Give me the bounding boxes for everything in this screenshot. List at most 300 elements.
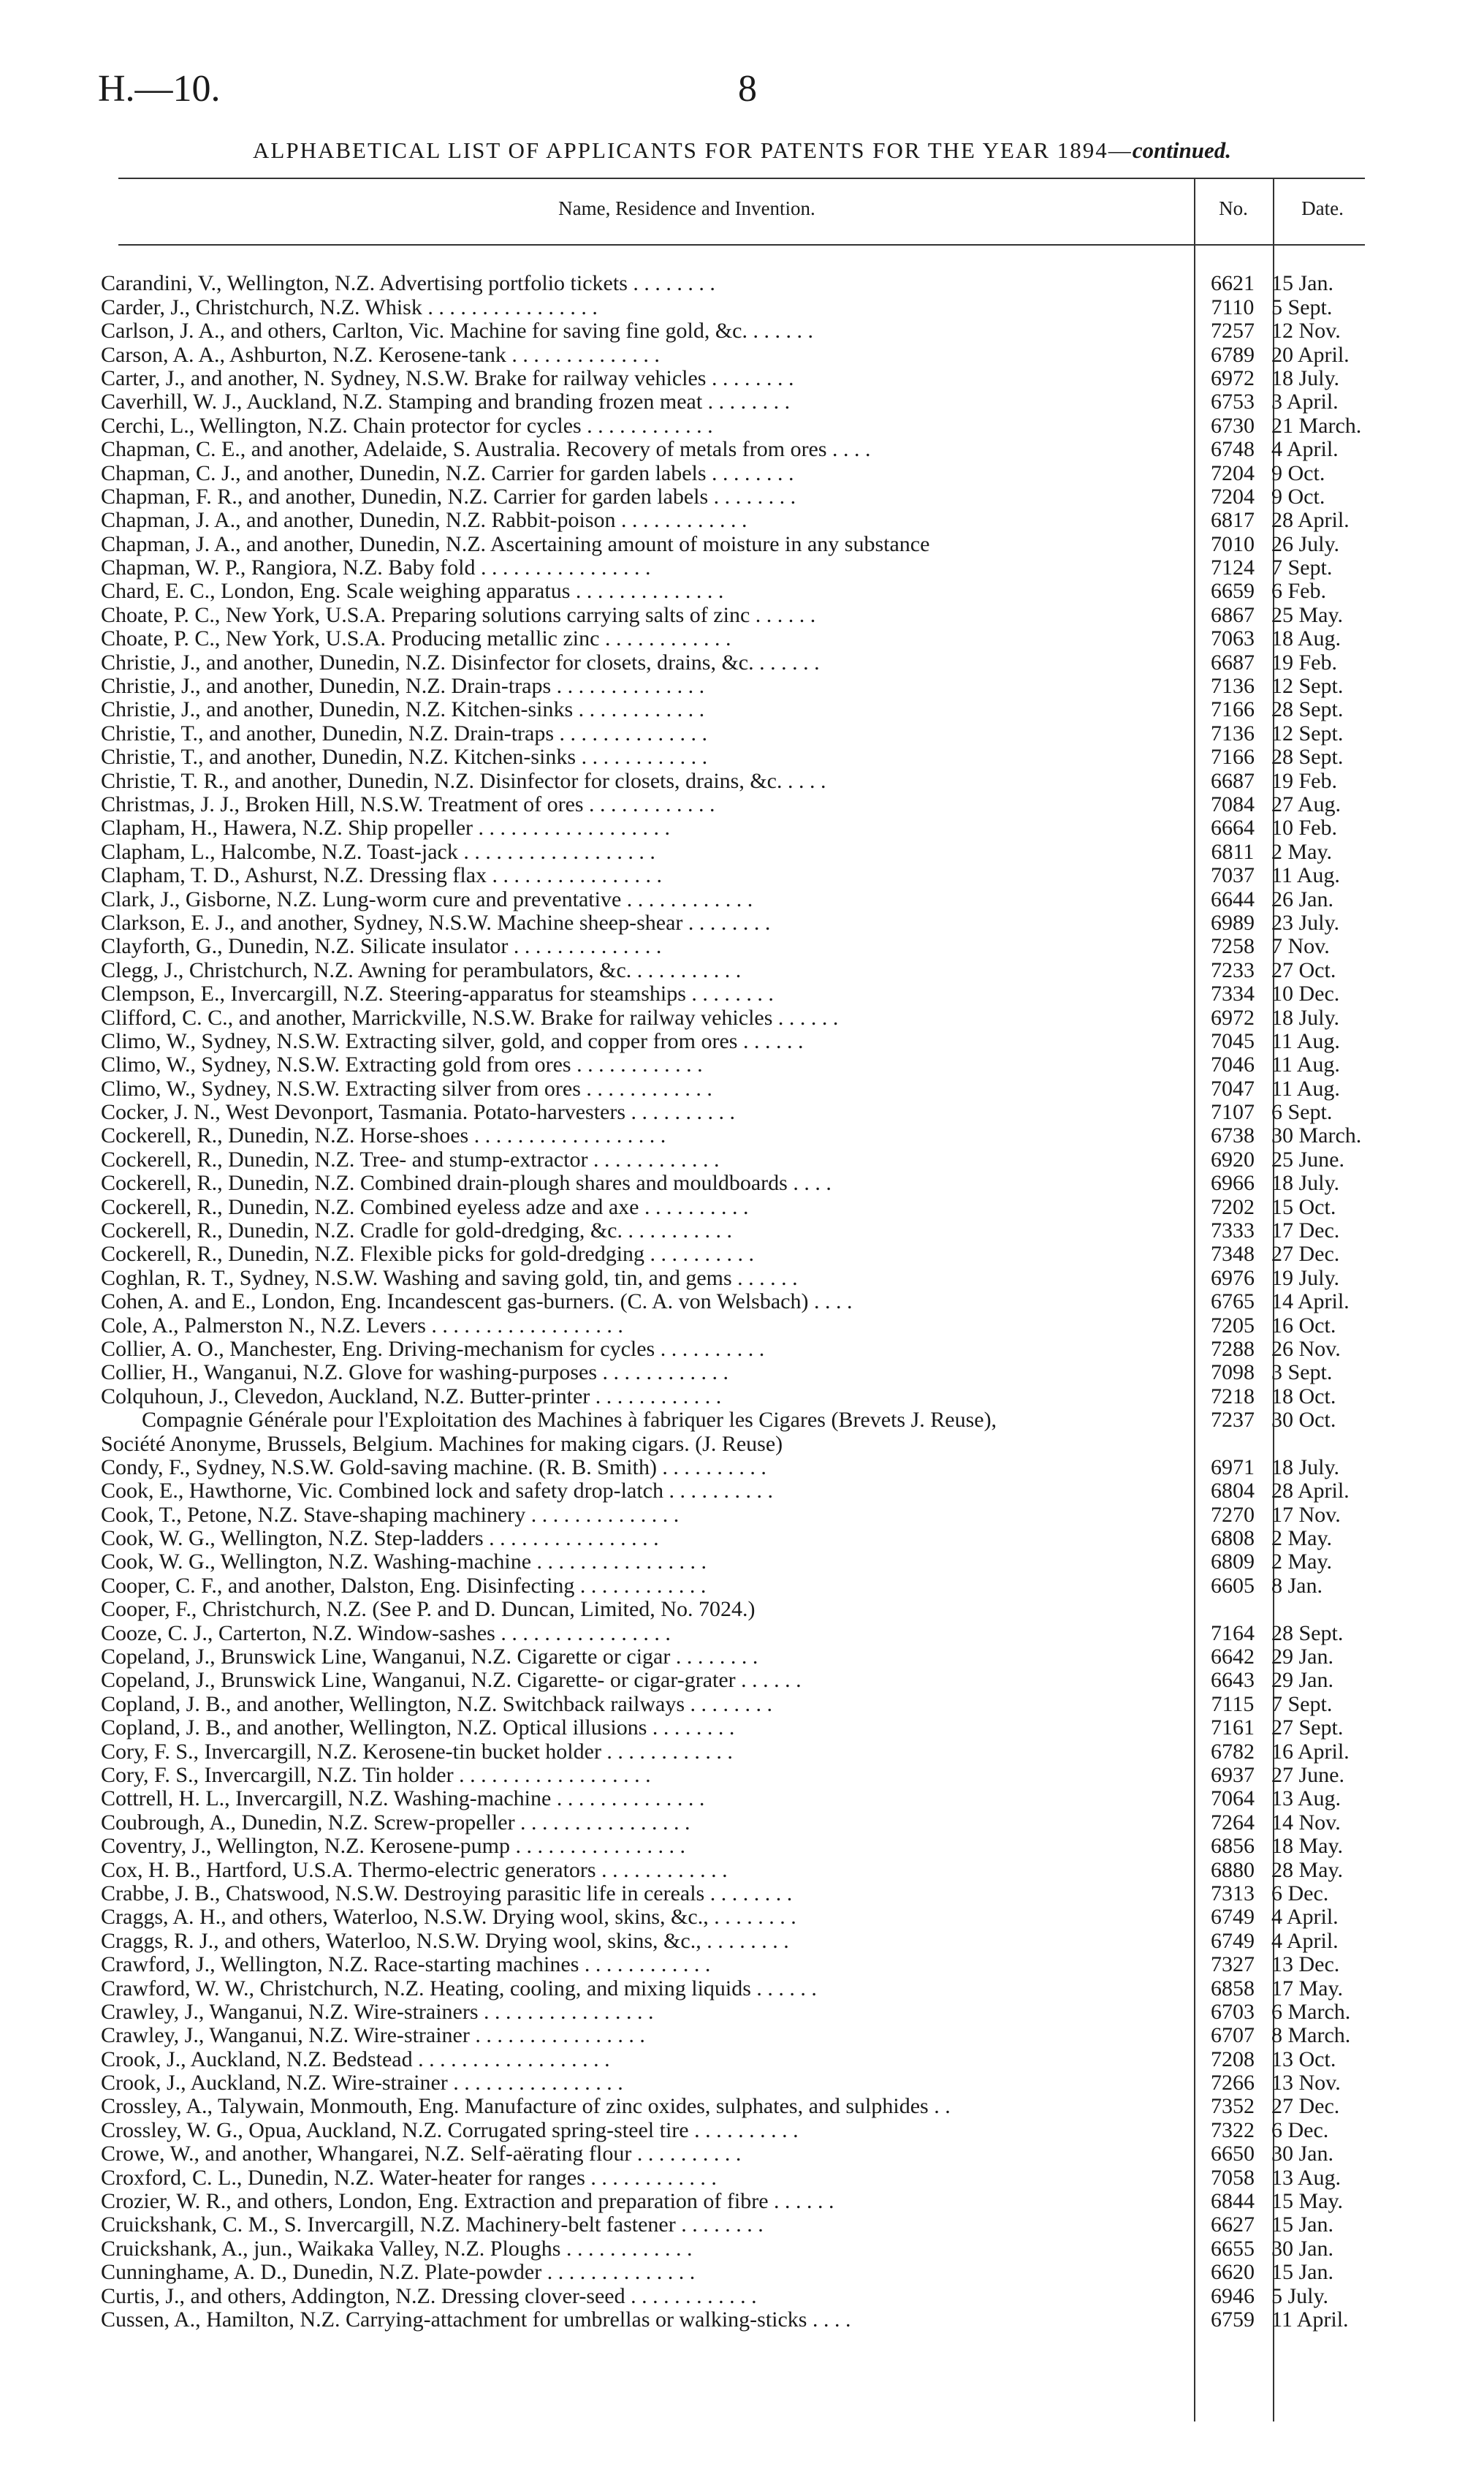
application-date: 12 Sept. (1271, 721, 1344, 746)
table-row (101, 1976, 1372, 2000)
application-date: 8 March. (1271, 2023, 1351, 2048)
applicant-entry: Chapman, F. R., and another, Dunedin, N.Z. Carrier for garden labels . . . . . . . . (101, 485, 796, 509)
table-row (101, 746, 1372, 769)
application-date: 4 April. (1271, 437, 1339, 462)
application-date: 19 Feb. (1271, 769, 1337, 793)
table-row (101, 2213, 1372, 2237)
applicant-entry: Climo, W., Sydney, N.S.W. Extracting silver, gold, and copper from ores . . . . . . (101, 1029, 804, 1053)
applicant-entry: Climo, W., Sydney, N.S.W. Extracting gold from ores . . . . . . . . . . . . (101, 1053, 703, 1077)
patent-number: 6976 (1211, 1266, 1255, 1290)
table-row (101, 485, 1372, 509)
table-row (101, 958, 1372, 982)
patent-number (1194, 1432, 1271, 1455)
application-date: 23 July. (1271, 911, 1340, 935)
table-row (101, 793, 1372, 816)
table-row (101, 1929, 1372, 1952)
patent-number: 7161 (1211, 1715, 1255, 1740)
patent-number: 7204 (1211, 461, 1255, 485)
table-row (101, 935, 1372, 958)
application-date: 6 Dec. (1271, 2118, 1329, 2142)
application-date: 30 Jan. (1271, 2237, 1333, 2261)
patent-number: 6759 (1211, 2307, 1255, 2332)
table-row (101, 414, 1372, 437)
applicant-entry: Copland, J. B., and another, Wellington, N.Z. Optical illusions . . . . . . . . (101, 1715, 735, 1740)
table-row (101, 1432, 1372, 1455)
application-date: 12 Sept. (1271, 674, 1344, 699)
application-date: 27 June. (1271, 1763, 1344, 1787)
table-row (101, 769, 1372, 792)
patent-number: 6655 (1211, 2237, 1255, 2261)
applicants-table (101, 272, 1372, 2332)
application-date: 6 Dec. (1271, 1881, 1329, 1905)
table-row (101, 982, 1372, 1006)
application-date: 4 April. (1271, 1905, 1339, 1930)
applicant-entry: Cooze, C. J., Carterton, N.Z. Window-sashes . . . . . . . . . . . . . . . . (101, 1621, 671, 1645)
application-date: 11 April. (1271, 2307, 1349, 2332)
applicant-entry: Chapman, C. J., and another, Dunedin, N.Z. Carrier for garden labels . . . . . . . . (101, 461, 794, 485)
application-date: 3 April. (1271, 390, 1339, 414)
application-date: 30 Jan. (1271, 2142, 1333, 2166)
patent-number: 7064 (1211, 1787, 1255, 1811)
patent-number: 6789 (1211, 343, 1255, 367)
patent-number: 6748 (1211, 437, 1255, 462)
patent-number: 7237 (1211, 1408, 1255, 1433)
table-row (101, 1692, 1372, 1715)
patent-number: 6858 (1211, 1976, 1255, 2000)
table-row (101, 1077, 1372, 1100)
applicant-entry: Cooper, F., Christchurch, N.Z. (See P. and D. Duncan, Limited, No. 7024.) (101, 1597, 756, 1622)
patent-number: 7333 (1211, 1218, 1255, 1243)
application-date (1271, 1598, 1372, 1621)
table-row (101, 1361, 1372, 1384)
applicant-entry: Christmas, J. J., Broken Hill, N.S.W. Treatment of ores . . . . . . . . . . . . (101, 792, 715, 816)
applicant-entry: Crawley, J., Wanganui, N.Z. Wire-strainer . . . . . . . . . . . . . . . . (101, 2023, 645, 2048)
application-date: 9 Oct. (1271, 485, 1325, 509)
applicant-entry: Caverhill, W. J., Auckland, N.Z. Stamping and branding frozen meat . . . . . . . . (101, 390, 791, 414)
applicant-entry: Cox, H. B., Hartford, U.S.A. Thermo-electric generators . . . . . . . . . . . . (101, 1858, 728, 1882)
table-row (101, 580, 1372, 603)
application-date: 2 May. (1271, 1526, 1333, 1551)
application-date: 28 Sept. (1271, 1621, 1344, 1645)
applicant-entry: Clapham, H., Hawera, N.Z. Ship propeller . . . . . . . . . . . . . . . . . . (101, 816, 671, 841)
patent-number: 6749 (1211, 1929, 1255, 1953)
table-row (101, 816, 1372, 840)
application-date: 16 April. (1271, 1740, 1350, 1764)
patent-number: 6749 (1211, 1905, 1255, 1930)
patent-number: 7046 (1211, 1053, 1255, 1077)
applicant-entry: Cerchi, L., Wellington, N.Z. Chain protector for cycles . . . . . . . . . . . . (101, 414, 713, 438)
applicant-entry: Coventry, J., Wellington, N.Z. Kerosene-pump . . . . . . . . . . . . . . . . (101, 1834, 685, 1859)
application-date: 18 Oct. (1271, 1384, 1336, 1408)
applicant-entry: Collier, A. O., Manchester, Eng. Driving-mechanism for cycles . . . . . . . . . . (101, 1337, 765, 1361)
applicant-entry: Colquhoun, J., Clevedon, Auckland, N.Z. Butter-printer . . . . . . . . . . . . (101, 1384, 722, 1408)
table-row (101, 603, 1372, 626)
patent-number: 6650 (1211, 2142, 1255, 2166)
applicant-entry: Condy, F., Sydney, N.S.W. Gold-saving machine. (R. B. Smith) . . . . . . . . . . (101, 1455, 766, 1479)
patent-number: 6627 (1211, 2213, 1255, 2237)
applicant-entry: Crabbe, J. B., Chatswood, N.S.W. Destroying parasitic life in cereals . . . . . . . . (101, 1881, 793, 1905)
patent-number: 7202 (1211, 1195, 1255, 1219)
applicant-entry: Cussen, A., Hamilton, N.Z. Carrying-attachment for umbrellas or walking-sticks . . . . (101, 2307, 851, 2332)
patent-number: 7136 (1211, 721, 1255, 746)
application-date: 2 May. (1271, 1550, 1333, 1574)
table-row (101, 721, 1372, 745)
patent-number: 6643 (1211, 1669, 1255, 1693)
application-date: 20 April. (1271, 343, 1350, 367)
patent-number: 6620 (1211, 2260, 1255, 2285)
applicant-entry: Cockerell, R., Dunedin, N.Z. Tree- and stump-extractor . . . . . . . . . . . . (101, 1148, 720, 1172)
applicant-entry: Clegg, J., Christchurch, N.Z. Awning for perambulators, &c. . . . . . . . . . . (101, 958, 742, 982)
table-row (101, 911, 1372, 935)
patent-number: 7270 (1211, 1503, 1255, 1527)
application-date: 27 Oct. (1271, 958, 1336, 982)
patent-number: 6972 (1211, 366, 1255, 390)
application-date: 17 May. (1271, 1976, 1344, 2000)
column-header-name: Name, Residence and Invention. (558, 197, 815, 219)
table-row (101, 390, 1372, 414)
applicant-entry: Christie, J., and another, Dunedin, N.Z. Kitchen-sinks . . . . . . . . . . . . (101, 698, 705, 722)
applicant-entry: Chard, E. C., London, Eng. Scale weighing apparatus . . . . . . . . . . . . . . (101, 580, 724, 604)
applicant-entry: Clayforth, G., Dunedin, N.Z. Silicate insulator . . . . . . . . . . . . . . (101, 934, 662, 959)
application-date: 26 Nov. (1271, 1337, 1341, 1361)
applicant-entry: Clarkson, E. J., and another, Sydney, N.S.W. Machine sheep-shear . . . . . . . . (101, 911, 771, 935)
header-bottom-rule (118, 244, 1365, 246)
patent-number: 7010 (1211, 532, 1255, 556)
patent-number: 7205 (1211, 1313, 1255, 1338)
patent-number: 7288 (1211, 1337, 1255, 1361)
table-row (101, 1030, 1372, 1053)
table-row (101, 1148, 1372, 1171)
patent-number: 7098 (1211, 1360, 1255, 1385)
applicant-entry: Copeland, J., Brunswick Line, Wanganui, N.Z. Cigarette or cigar . . . . . . . . (101, 1645, 758, 1669)
page-title (0, 137, 1484, 164)
application-date: 18 July. (1271, 366, 1340, 390)
applicant-entry: Carson, A. A., Ashburton, N.Z. Kerosene-tank . . . . . . . . . . . . . . (101, 343, 660, 367)
applicant-entry: Clapham, L., Halcombe, N.Z. Toast-jack . . . . . . . . . . . . . . . . . . (101, 840, 655, 864)
patent-number: 7110 (1211, 295, 1255, 319)
applicant-entry: Crossley, A., Talywain, Monmouth, Eng. Manufacture of zinc oxides, sulphates, and sulphides . . (101, 2095, 951, 2119)
application-date: 18 July. (1271, 1455, 1340, 1479)
applicant-entry: Cory, F. S., Invercargill, N.Z. Kerosene-tin bucket holder . . . . . . . . . . . . (101, 1740, 733, 1764)
applicant-entry: Copland, J. B., and another, Wellington, N.Z. Switchback railways . . . . . . . . (101, 1692, 773, 1716)
application-date: 13 Aug. (1271, 2166, 1342, 2190)
table-row (101, 2284, 1372, 2307)
application-date: 5 Sept. (1271, 295, 1333, 319)
patent-number: 7208 (1211, 2047, 1255, 2071)
table-row (101, 2047, 1372, 2071)
applicant-entry: Compagnie Générale pour l'Exploitation des Machines à fabriquer les Cigares (Brevets J. Reuse), (142, 1408, 997, 1433)
table-row (101, 1479, 1372, 1503)
applicant-entry: Chapman, W. P., Rangiora, N.Z. Baby fold . . . . . . . . . . . . . . . . (101, 555, 651, 580)
application-date: 4 April. (1271, 1929, 1339, 1953)
table-row (101, 1338, 1372, 1361)
table-row (101, 1408, 1372, 1432)
patent-number: 7334 (1211, 982, 1255, 1006)
application-date: 13 Oct. (1271, 2047, 1336, 2071)
applicant-entry: Cook, W. G., Wellington, N.Z. Washing-machine . . . . . . . . . . . . . . . . (101, 1550, 707, 1574)
table-row (101, 1313, 1372, 1337)
application-date: 18 July. (1271, 1171, 1340, 1196)
applicant-entry: Cottrell, H. L., Invercargill, N.Z. Washing-machine . . . . . . . . . . . . . . (101, 1787, 705, 1811)
patent-number: 6972 (1211, 1006, 1255, 1030)
patent-number: 6707 (1211, 2023, 1255, 2048)
table-row (101, 2308, 1372, 2332)
application-date: 10 Feb. (1271, 816, 1337, 841)
table-row (101, 2095, 1372, 2118)
applicant-entry: Christie, T., and another, Dunedin, N.Z. Kitchen-sinks . . . . . . . . . . . . (101, 745, 708, 770)
applicant-entry: Christie, J., and another, Dunedin, N.Z. Disinfector for closets, drains, &c. . . . . . . (101, 651, 820, 675)
table-row (101, 1101, 1372, 1124)
applicant-entry: Climo, W., Sydney, N.S.W. Extracting silver from ores . . . . . . . . . . . . (101, 1077, 712, 1101)
patent-number: 7264 (1211, 1810, 1255, 1835)
applicant-entry: Cockerell, R., Dunedin, N.Z. Combined eyeless adze and axe . . . . . . . . . . (101, 1195, 749, 1219)
table-row (101, 1598, 1372, 1621)
applicant-entry: Crawford, W. W., Christchurch, N.Z. Heating, cooling, and mixing liquids . . . . . . (101, 1976, 817, 2000)
application-date: 19 Feb. (1271, 651, 1337, 675)
application-date: 27 Aug. (1271, 792, 1342, 816)
application-date: 3 Sept. (1271, 1360, 1333, 1385)
patent-number: 7327 (1211, 1952, 1255, 1977)
title-text: ALPHABETICAL LIST OF APPLICANTS FOR PATENTS FOR THE YEAR 1894— (253, 137, 1133, 163)
application-date: 11 Aug. (1271, 1077, 1340, 1101)
table-row (101, 1219, 1372, 1243)
applicant-entry: Cooper, C. F., and another, Dalston, Eng. Disinfecting . . . . . . . . . . . . (101, 1574, 707, 1598)
applicant-entry: Cockerell, R., Dunedin, N.Z. Flexible picks for gold-dredging . . . . . . . . . . (101, 1243, 755, 1267)
application-date: 15 May. (1271, 2189, 1344, 2214)
application-date: 5 July. (1271, 2284, 1329, 2308)
applicant-entry: Christie, T. R., and another, Dunedin, N.Z. Disinfector for closets, drains, &c. . . . . (101, 769, 826, 793)
table-row (101, 864, 1372, 887)
applicant-entry: Craggs, R. J., and others, Waterloo, N.S.W. Drying wool, skins, &c., . . . . . . . . (101, 1929, 789, 1953)
table-row (101, 2166, 1372, 2189)
applicants-table-body (101, 272, 1372, 2332)
page-id: H.—10. (98, 68, 221, 110)
application-date: 12 Nov. (1271, 319, 1341, 344)
patent-number: 7124 (1211, 555, 1255, 580)
applicant-entry: Cole, A., Palmerston N., N.Z. Levers . . . . . . . . . . . . . . . . . . (101, 1313, 623, 1338)
application-date: 25 June. (1271, 1148, 1344, 1172)
table-row (101, 840, 1372, 863)
applicant-entry: Copeland, J., Brunswick Line, Wanganui, N.Z. Cigarette- or cigar-grater . . . . . . (101, 1669, 802, 1693)
patent-number: 6621 (1211, 272, 1255, 296)
application-date: 7 Sept. (1271, 555, 1333, 580)
table-row (101, 627, 1372, 651)
table-row (101, 1503, 1372, 1526)
page-number: 8 (738, 68, 757, 110)
application-date: 28 May. (1271, 1858, 1344, 1882)
table-row (101, 2142, 1372, 2166)
application-date: 30 March. (1271, 1124, 1362, 1148)
applicant-entry: Crawley, J., Wanganui, N.Z. Wire-strainers . . . . . . . . . . . . . . . . (101, 2000, 654, 2024)
table-row (101, 2190, 1372, 2213)
table-row (101, 1882, 1372, 1905)
applicant-entry: Carder, J., Christchurch, N.Z. Whisk . . . . . . . . . . . . . . . . (101, 295, 598, 319)
patent-number: 6687 (1211, 769, 1255, 793)
patent-number: 6966 (1211, 1171, 1255, 1196)
patent-number: 6867 (1211, 603, 1255, 627)
application-date: 6 Feb. (1271, 580, 1326, 604)
applicant-entry: Cockerell, R., Dunedin, N.Z. Combined drain-plough shares and mouldboards . . . . (101, 1171, 832, 1196)
table-row (101, 1195, 1372, 1218)
table-row (101, 698, 1372, 721)
patent-number: 6664 (1211, 816, 1255, 841)
applicant-entry: Cohen, A. and E., London, Eng. Incandescent gas-burners. (C. A. von Welsbach) . . . . (101, 1289, 853, 1314)
application-date: 13 Aug. (1271, 1787, 1342, 1811)
application-date: 17 Dec. (1271, 1218, 1340, 1243)
application-date: 18 July. (1271, 1006, 1340, 1030)
table-row (101, 1764, 1372, 1787)
applicant-entry: Crawford, J., Wellington, N.Z. Race-starting machines . . . . . . . . . . . . (101, 1952, 711, 1977)
table-row (101, 1290, 1372, 1313)
table-row (101, 1384, 1372, 1408)
patent-number: 6642 (1211, 1645, 1255, 1669)
application-date: 11 Aug. (1271, 1029, 1340, 1053)
table-row (101, 438, 1372, 461)
table-row (101, 1953, 1372, 1976)
application-date: 11 Aug. (1271, 1053, 1340, 1077)
patent-number: 7313 (1211, 1881, 1255, 1905)
application-date: 21 March. (1271, 414, 1362, 438)
applicant-entry: Carandini, V., Wellington, N.Z. Advertising portfolio tickets . . . . . . . . (101, 272, 715, 296)
applicant-entry: Cruickshank, C. M., S. Invercargill, N.Z. Machinery-belt fastener . . . . . . . . (101, 2213, 764, 2237)
table-row (101, 556, 1372, 580)
applicant-entry: Choate, P. C., New York, U.S.A. Preparing solutions carrying salts of zinc . . . . . . (101, 603, 816, 627)
patent-number: 7084 (1211, 792, 1255, 816)
applicant-entry: Curtis, J., and others, Addington, N.Z. Dressing clover-seed . . . . . . . . . . . . (101, 2284, 757, 2308)
patent-number: 6844 (1211, 2189, 1255, 2214)
patent-number: 7218 (1211, 1384, 1255, 1408)
application-date: 9 Oct. (1271, 461, 1325, 485)
table-row (101, 319, 1372, 343)
table-row (101, 1740, 1372, 1763)
table-row (101, 1621, 1372, 1645)
applicant-entry: Cook, T., Petone, N.Z. Stave-shaping machinery . . . . . . . . . . . . . . (101, 1503, 680, 1527)
applicant-entry: Cunninghame, A. D., Dunedin, N.Z. Plate-powder . . . . . . . . . . . . . . (101, 2260, 696, 2285)
table-row (101, 1810, 1372, 1834)
table-row (101, 272, 1372, 295)
patent-number: 6730 (1211, 414, 1255, 438)
table-row (101, 887, 1372, 911)
patent-number: 7233 (1211, 958, 1255, 982)
application-date: 15 Jan. (1271, 272, 1333, 296)
table-row (101, 1243, 1372, 1266)
patent-number: 6809 (1211, 1550, 1255, 1574)
application-date: 6 March. (1271, 2000, 1351, 2024)
applicant-entry: Carter, J., and another, N. Sydney, N.S.W. Brake for railway vehicles . . . . . . . . (101, 366, 794, 390)
applicant-entry: Coubrough, A., Dunedin, N.Z. Screw-propeller . . . . . . . . . . . . . . . . (101, 1810, 690, 1835)
patent-number: 7136 (1211, 674, 1255, 699)
patent-number (1194, 1598, 1271, 1621)
application-date: 28 Sept. (1271, 698, 1344, 722)
applicant-entry: Carlson, J. A., and others, Carlton, Vic. Machine for saving fine gold, &c. . . . . . . (101, 319, 813, 344)
table-row (101, 367, 1372, 390)
table-row (101, 1716, 1372, 1740)
title-continued: continued. (1132, 137, 1231, 163)
patent-number: 7352 (1211, 2095, 1255, 2119)
patent-number: 7257 (1211, 319, 1255, 344)
application-date: 18 Aug. (1271, 626, 1342, 651)
application-date: 28 Sept. (1271, 745, 1344, 770)
patent-number: 7063 (1211, 626, 1255, 651)
patent-number: 7266 (1211, 2071, 1255, 2096)
application-date: 7 Sept. (1271, 1692, 1333, 1716)
application-date: 28 April. (1271, 1479, 1350, 1503)
patent-number: 6644 (1211, 887, 1255, 911)
applicant-entry: Cocker, J. N., West Devonport, Tasmania. Potato-harvesters . . . . . . . . . . (101, 1100, 736, 1125)
table-row (101, 509, 1372, 532)
patent-number: 7058 (1211, 2166, 1255, 2190)
patent-number: 6989 (1211, 911, 1255, 935)
patent-number: 6808 (1211, 1526, 1255, 1551)
patent-number: 7107 (1211, 1100, 1255, 1125)
patent-number: 6856 (1211, 1834, 1255, 1859)
table-row (101, 1550, 1372, 1574)
application-date: 11 Aug. (1271, 863, 1340, 888)
patent-number: 7047 (1211, 1077, 1255, 1101)
applicant-entry: Crozier, W. R., and others, London, Eng. Extraction and preparation of fibre . . . . . . (101, 2189, 834, 2214)
patent-number: 6920 (1211, 1148, 1255, 1172)
patent-number: 7348 (1211, 1243, 1255, 1267)
patent-number: 7322 (1211, 2118, 1255, 2142)
table-row (101, 1787, 1372, 1810)
table-row (101, 1574, 1372, 1597)
patent-number: 7045 (1211, 1029, 1255, 1053)
application-date: 14 Nov. (1271, 1810, 1341, 1835)
application-date: 29 Jan. (1271, 1645, 1333, 1669)
patent-number: 6703 (1211, 2000, 1255, 2024)
column-header-no: No. (1219, 197, 1248, 219)
applicant-entry: Cockerell, R., Dunedin, N.Z. Cradle for gold-dredging, &c. . . . . . . . . . . (101, 1218, 732, 1243)
patent-number: 6804 (1211, 1479, 1255, 1503)
patent-number: 7164 (1211, 1621, 1255, 1645)
applicant-entry: Chapman, J. A., and another, Dunedin, N.Z. Rabbit-poison . . . . . . . . . . . . (101, 508, 747, 533)
table-row (101, 1006, 1372, 1029)
table-row (101, 1858, 1372, 1881)
table-row (101, 1835, 1372, 1858)
application-date: 15 Jan. (1271, 2260, 1333, 2285)
application-date: 18 May. (1271, 1834, 1344, 1859)
table-row (101, 2261, 1372, 2284)
patent-number: 7204 (1211, 485, 1255, 509)
application-date: 26 July. (1271, 532, 1340, 556)
application-date: 27 Dec. (1271, 2095, 1340, 2119)
application-date: 15 Oct. (1271, 1195, 1336, 1219)
patent-number: 6937 (1211, 1763, 1255, 1787)
patent-number: 7166 (1211, 698, 1255, 722)
applicant-entry: Christie, J., and another, Dunedin, N.Z. Drain-traps . . . . . . . . . . . . . . (101, 674, 705, 699)
patent-number: 7115 (1211, 1692, 1255, 1716)
application-date: 15 Jan. (1271, 2213, 1333, 2237)
applicant-entry: Croxford, C. L., Dunedin, N.Z. Water-heater for ranges . . . . . . . . . . . . (101, 2166, 717, 2190)
header-top-rule (118, 178, 1365, 179)
patent-number: 6811 (1211, 840, 1255, 864)
applicant-entry: Chapman, J. A., and another, Dunedin, N.Z. Ascertaining amount of moisture in any substance (101, 532, 930, 556)
table-row (101, 1172, 1372, 1195)
application-date: 19 July. (1271, 1266, 1340, 1290)
applicant-entry: Clifford, C. C., and another, Marrickville, N.S.W. Brake for railway vehicles . . . . . . (101, 1006, 839, 1030)
application-date: 27 Sept. (1271, 1715, 1344, 1740)
application-date: 6 Sept. (1271, 1100, 1333, 1125)
application-date: 29 Jan. (1271, 1669, 1333, 1693)
application-date: 27 Dec. (1271, 1243, 1340, 1267)
patent-number: 7166 (1211, 745, 1255, 770)
applicant-entry: Clark, J., Gisborne, N.Z. Lung-worm cure and preventative . . . . . . . . . . . . (101, 887, 753, 911)
table-row (101, 1669, 1372, 1692)
table-row (101, 1645, 1372, 1669)
application-date: 30 Oct. (1271, 1408, 1336, 1433)
applicant-entry: Crook, J., Auckland, N.Z. Wire-strainer . . . . . . . . . . . . . . . . (101, 2071, 623, 2096)
applicant-entry: Clempson, E., Invercargill, N.Z. Steering-apparatus for steamships . . . . . . . . (101, 982, 774, 1006)
